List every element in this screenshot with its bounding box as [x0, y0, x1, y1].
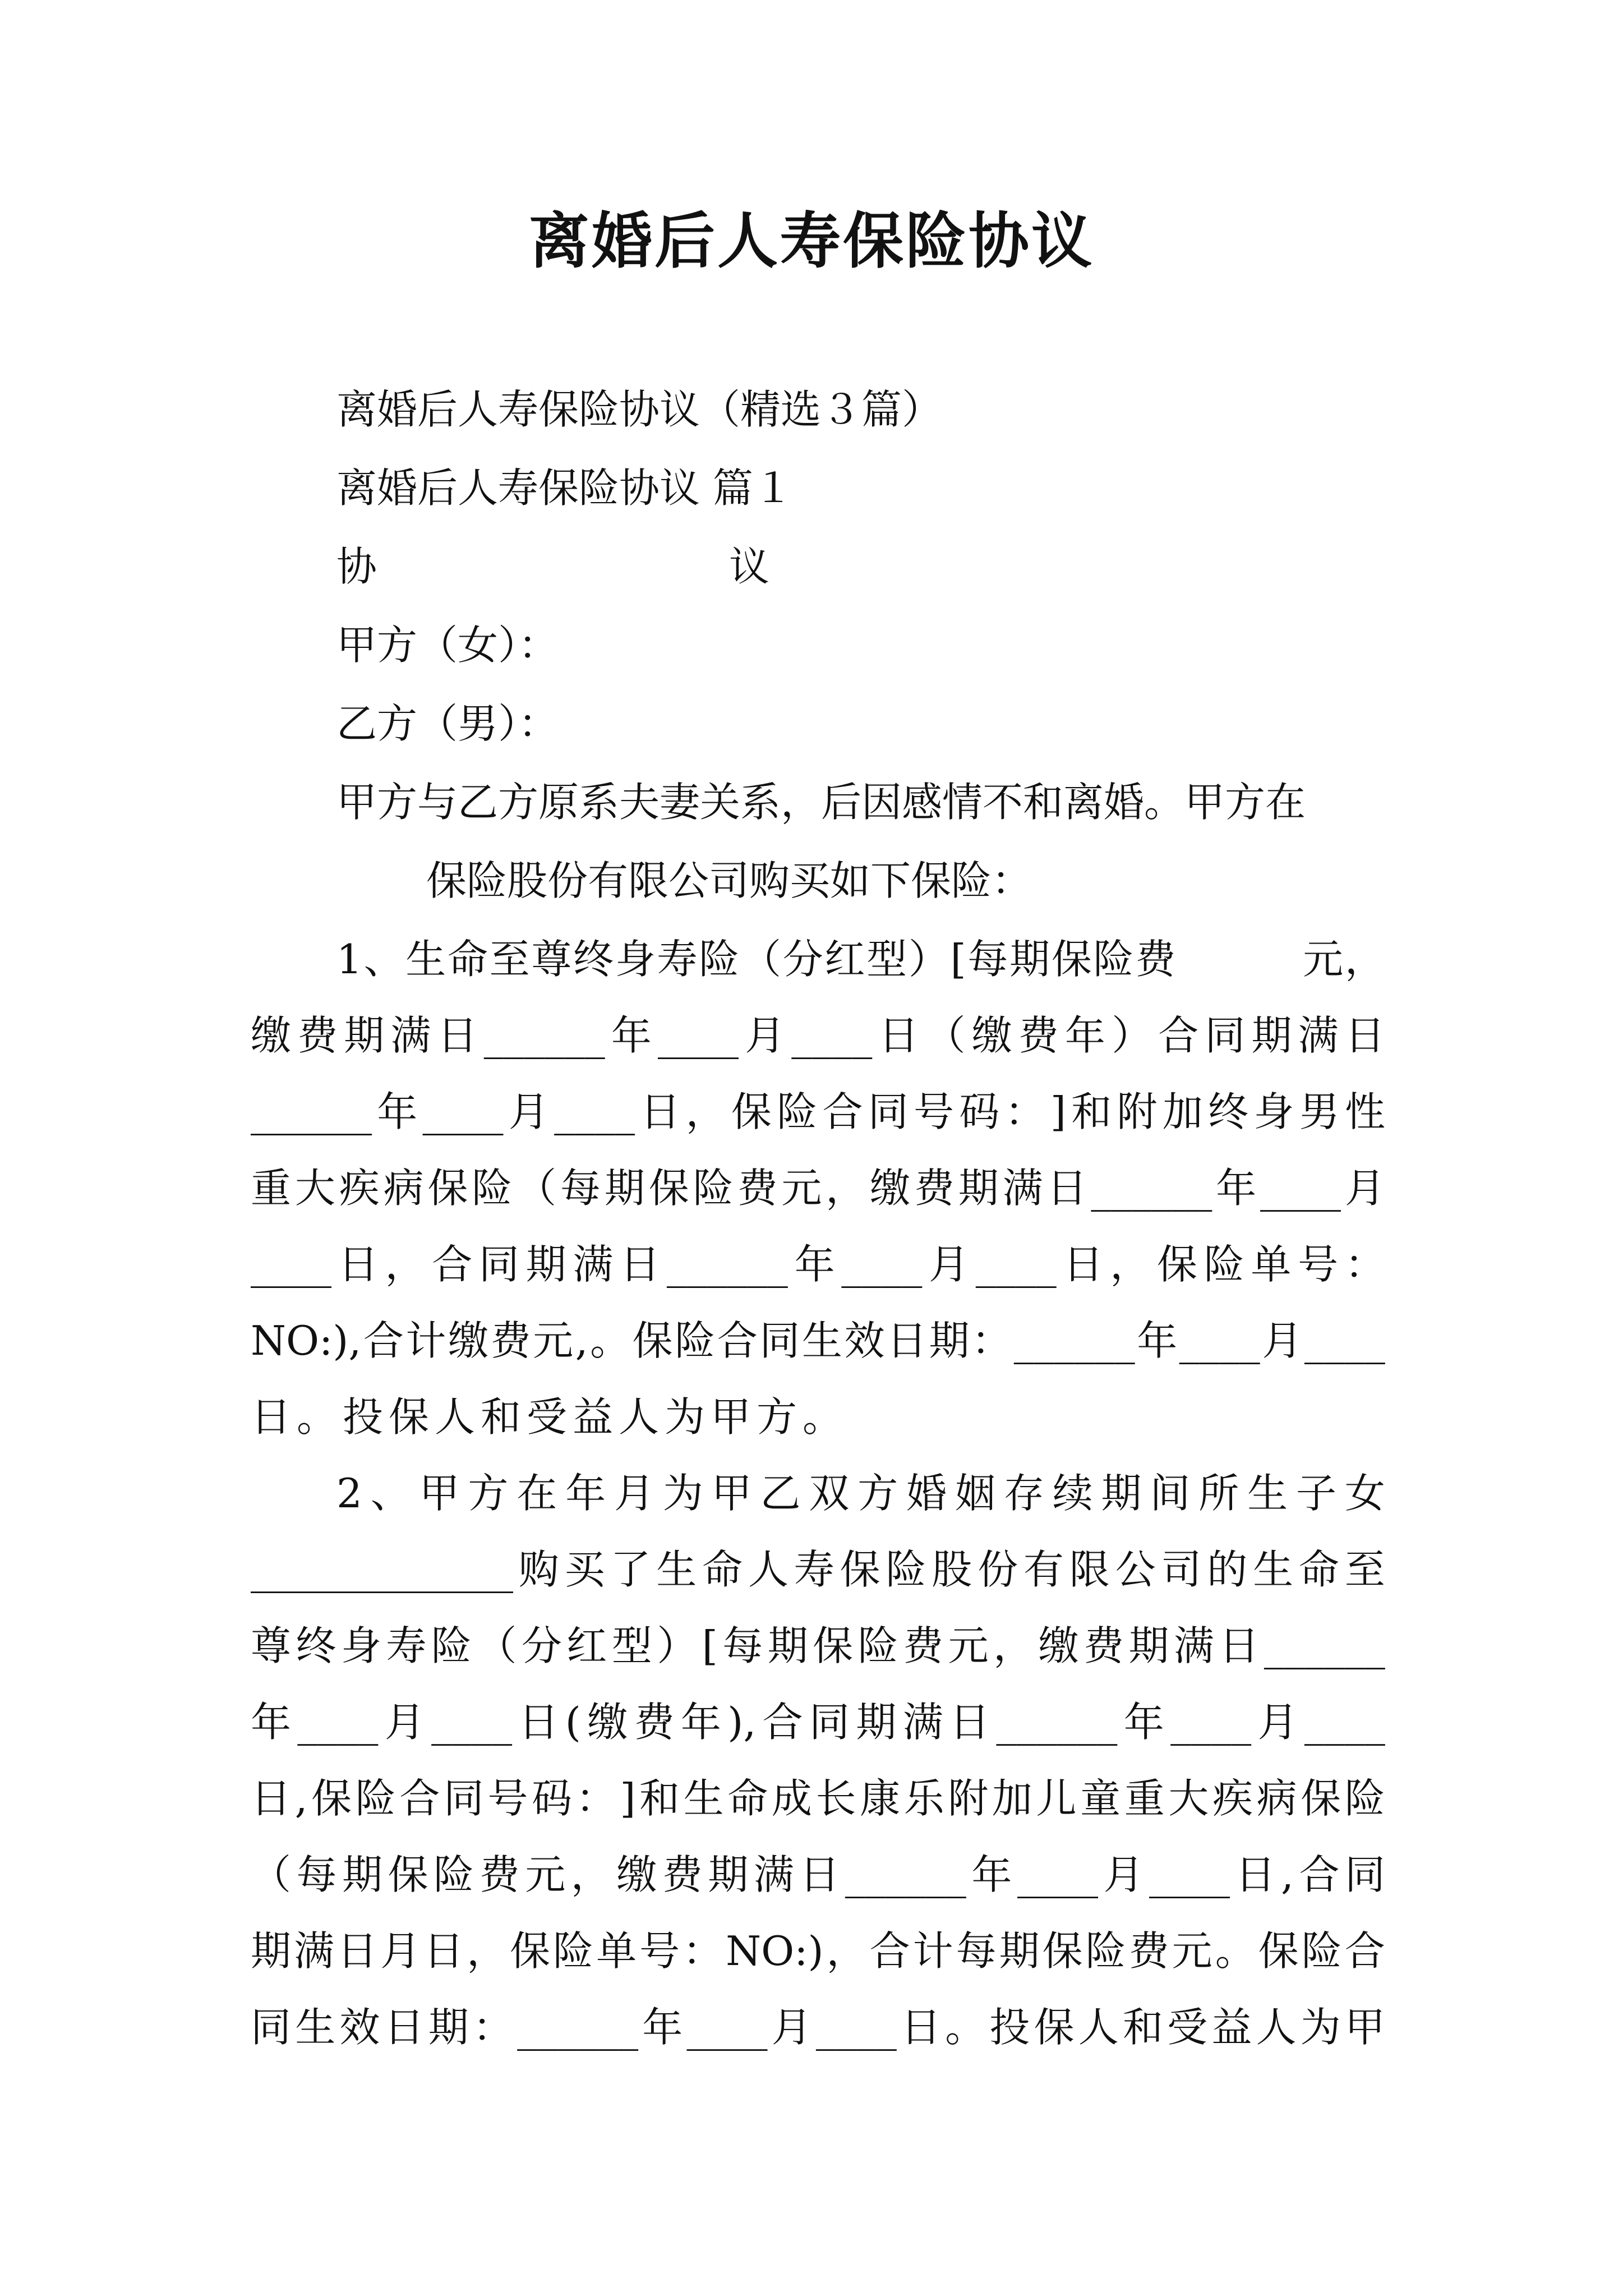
paragraph-line: NO:), 合 计 缴 费 元 , 。 保 险 合 同 生 效 日 期 ： ______ 年 ____ 月 ____: [251, 1317, 1385, 1364]
paragraph-line: 2 、 甲 方 在 年 月 为 甲 乙 双 方 婚 姻 存 续 期 间 所 生 子 女: [336, 1470, 1385, 1517]
document-title: 离婚后人寿保险协议: [528, 206, 1094, 277]
paragraph-line: 期 满 日 月 日 ， 保 险 单 号 ： NO:) ， 合 计 每 期 保 险 费 元 。 保 险 合: [251, 1927, 1385, 1975]
paragraph-line: ______ 年 ____ 月 ____ 日 ， 保 险 合 同 号 码 ： ] 和 附 加 终 身 男 性: [251, 1088, 1385, 1135]
paragraph-line: 缴 费 期 满 日 ______ 年 ____ 月 ____ 日 （ 缴 费 年 ） 合 同 期 满 日: [251, 1012, 1385, 1059]
agreement-char-2: 议: [729, 543, 770, 590]
intro-line-1: 甲方与乙方原系夫妻关系，后因感情不和离婚。甲方在: [336, 779, 1306, 826]
document-subtitle: 离婚后人寿保险协议（精选３篇）: [336, 386, 943, 433]
paragraph-line: 重 大 疾 病 保 险 （ 每 期 保 险 费 元 ， 缴 费 期 满 日 ______ 年 ____ 月: [251, 1165, 1385, 1212]
part-heading: 离婚后人寿保险协议 篇１: [336, 464, 794, 512]
paragraph-line: 尊 终 身 寿 险 （ 分 红 型 ） [ 每 期 保 险 费 元 ， 缴 费 期 满 日 ______: [251, 1622, 1385, 1669]
party-a-label: 甲方（女）：: [336, 622, 559, 669]
intro-line-2: 保险股份有限公司购买如下保险：: [426, 857, 1032, 904]
party-b-label: 乙方（男）：: [336, 700, 559, 747]
paragraph-line: 年 ____ 月 ____ 日 ( 缴 费 年 ), 合 同 期 满 日 ______ 年 ____ 月 ____: [251, 1699, 1385, 1746]
agreement-char-1: 协: [336, 543, 377, 590]
paragraph-line: 日 , 保 险 合 同 号 码 ： ] 和 生 命 成 长 康 乐 附 加 儿 童 重 大 疾 病 保 险: [251, 1775, 1385, 1822]
paragraph-line: 日。投保人和受益人为甲方。: [251, 1393, 849, 1441]
paragraph-line: 1 、 生 命 至 尊 终 身 寿 险 （ 分 红 型 ） [ 每 期 保 险 费 元 ，: [336, 936, 1385, 983]
paragraph-line: 同 生 效 日 期 ： ______ 年 ____ 月 ____ 日 。 投 保 人 和 受 益 人 为 甲: [251, 2004, 1385, 2051]
paragraph-line: （ 每 期 保 险 费 元 ， 缴 费 期 满 日 ______ 年 ____ 月 ____ 日 , 合 同: [251, 1851, 1385, 1898]
paragraph-line: ____ 日 ， 合 同 期 满 日 ______ 年 ____ 月 ____ 日 ， 保 险 单 号 ：: [251, 1241, 1385, 1288]
paragraph-line: _____________ 购 买 了 生 命 人 寿 保 险 股 份 有 限 公 司 的 生 命 至: [251, 1546, 1385, 1593]
